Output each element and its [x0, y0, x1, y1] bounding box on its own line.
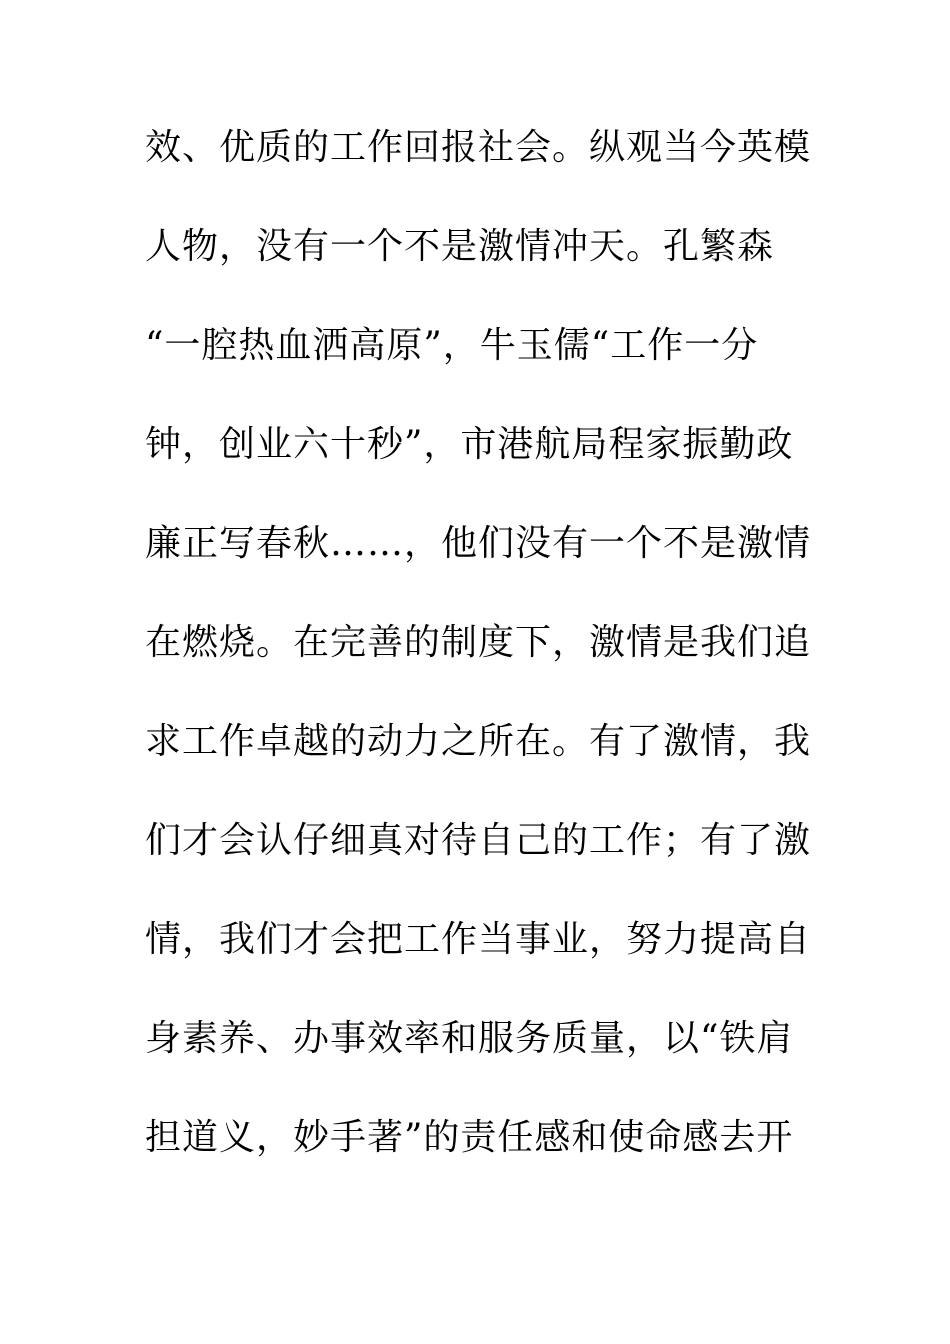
text-line: 担道义，妙手著”的责任感和使命感去开: [145, 1117, 794, 1158]
text-line: 情，我们才会把工作当事业，努力提高自: [145, 919, 812, 960]
text-line: 求工作卓越的动力之所在。有了激情，我: [145, 721, 812, 762]
text-line: 廉正写春秋……，他们没有一个不是激情: [145, 523, 812, 564]
text-line: 效、优质的工作回报社会。纵观当今英模: [145, 127, 812, 168]
text-line: “一腔热血洒高原”，牛玉儒“工作一分: [145, 325, 759, 366]
text-line: 钟，创业六十秒”，市港航局程家振勤政: [145, 424, 794, 465]
text-line: 在燃烧。在完善的制度下，激情是我们追: [145, 622, 812, 663]
text-line: 们才会认仔细真对待自己的工作；有了激: [145, 820, 812, 861]
text-line: 身素养、办事效率和服务质量，以“铁肩: [145, 1018, 794, 1059]
body-text: [145, 118, 810, 1207]
text-line: 人物，没有一个不是激情冲天。孔繁森: [145, 226, 775, 267]
